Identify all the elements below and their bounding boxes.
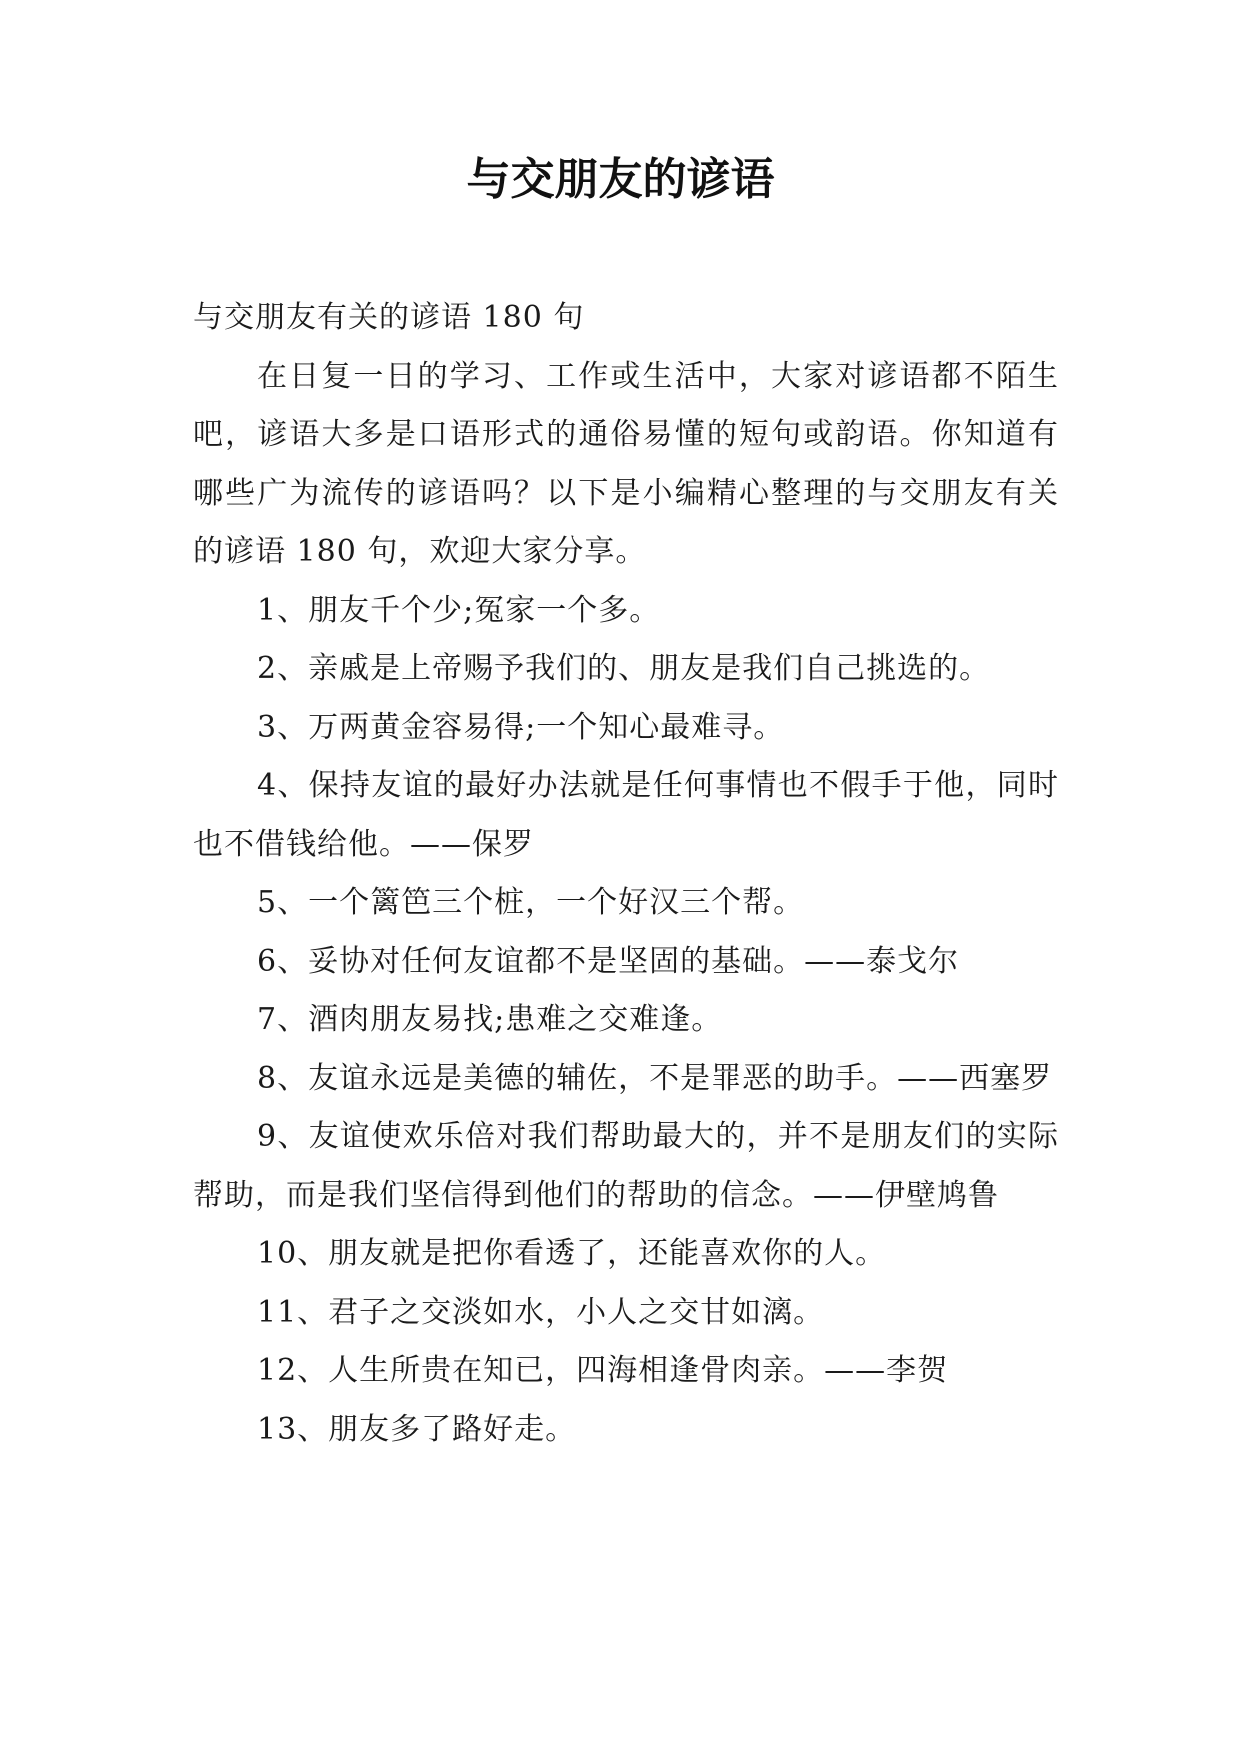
intro-paragraph: 在日复一日的学习、工作或生活中，大家对谚语都不陌生吧，谚语大多是口语形式的通俗易懂的短句或韵语。你知道有哪些广为流传的谚语吗？以下是小编精心整理的与交朋友有关的谚语 180 句，欢迎大家分享。	[193, 358, 1059, 569]
proverb-item: 13、朋友多了路好走。	[257, 1411, 577, 1447]
proverb-item: 11、君子之交淡如水，小人之交甘如漓。	[257, 1294, 825, 1330]
proverb-item: 3、万两黄金容易得;一个知心最难寻。	[257, 709, 785, 745]
proverb-item: 12、人生所贵在知已，四海相逢骨肉亲。——李贺	[257, 1353, 949, 1388]
proverb-item: 8、友谊永远是美德的辅佐，不是罪恶的助手。——西塞罗	[257, 1060, 1053, 1096]
proverb-item: 9、友谊使欢乐倍对我们帮助最大的，并不是朋友们的实际帮助，而是我们坚信得到他们的帮助的信念。——伊壁鸠鲁	[193, 1119, 1059, 1213]
proverb-item: 10、朋友就是把你看透了，还能喜欢你的人。	[257, 1236, 887, 1271]
proverb-item: 5、一个篱笆三个桩，一个好汉三个帮。	[257, 885, 805, 920]
document-subtitle: 与交朋友有关的谚语 180 句	[193, 300, 585, 335]
proverb-item: 1、朋友千个少;冤家一个多。	[257, 592, 661, 628]
document-body	[193, 289, 1059, 1459]
proverb-item: 7、酒肉朋友易找;患难之交难逢。	[257, 1002, 723, 1037]
proverb-item: 6、妥协对任何友谊都不是坚固的基础。——泰戈尔	[257, 943, 960, 979]
proverb-item: 2、亲戚是上帝赐予我们的、朋友是我们自己挑选的。	[257, 651, 991, 686]
proverb-item: 4、保持友谊的最好办法就是任何事情也不假手于他，同时也不借钱给他。——保罗	[193, 768, 1059, 862]
document-title: 与交朋友的谚语	[466, 154, 775, 205]
